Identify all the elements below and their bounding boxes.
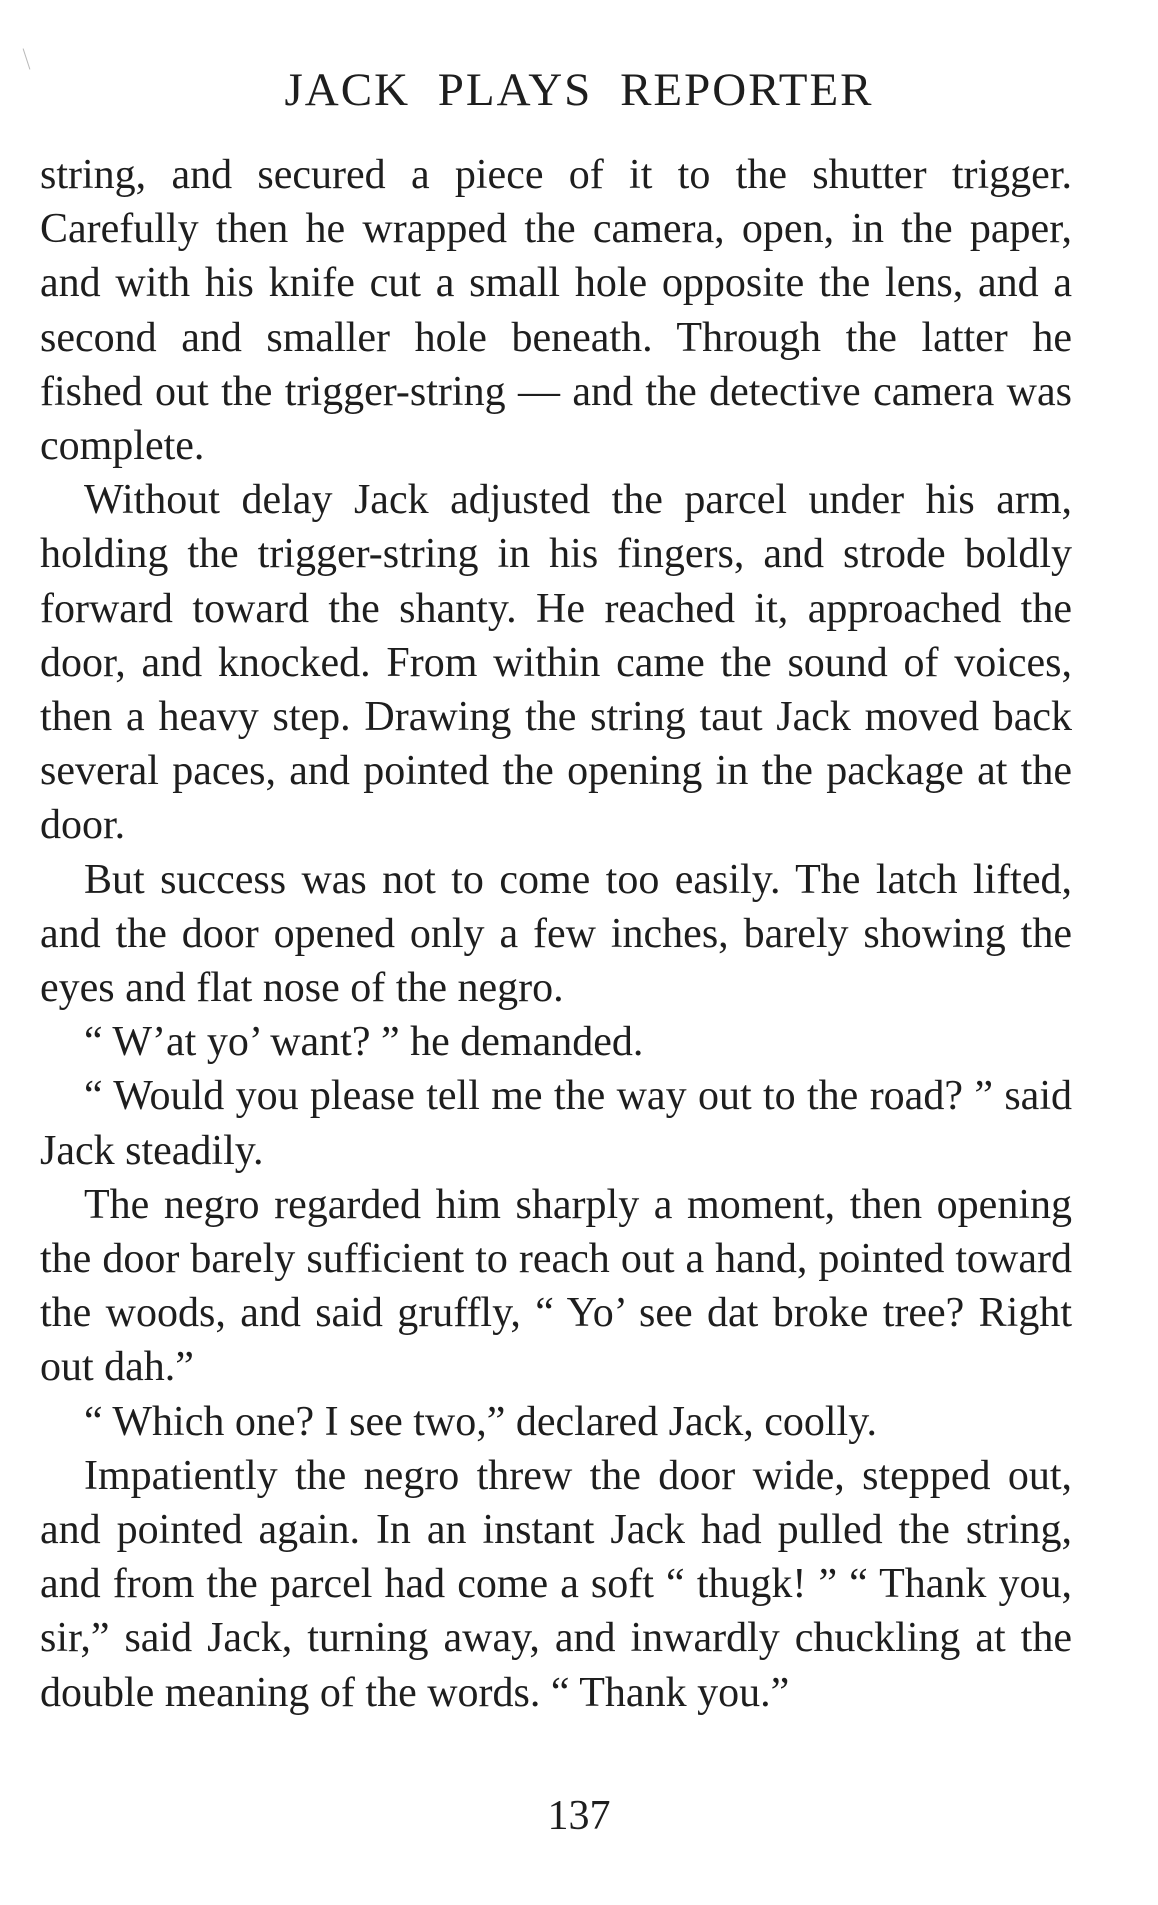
paragraph: Impatiently the negro threw the door wide, stepped out, and pointed again. In an instant Jack had pulled the string, and from the parcel had come a soft “ thugk! ” “ Thank you, sir,” said Jack, turning away, and inwardly chuckling at the double meaning of the words. “ Thank you.” bbox=[40, 1452, 1072, 1716]
page-number: 137 bbox=[547, 1793, 611, 1839]
dialogue-paragraph: “ Would you please tell me the way out to the road? ” said Jack steadily. bbox=[40, 1073, 1072, 1174]
running-head: JACK PLAYS REPORTER bbox=[284, 64, 874, 116]
dialogue-paragraph: “ W’at yo’ want? ” he demanded. bbox=[84, 1019, 644, 1066]
dialogue-paragraph: “ Which one? I see two,” declared Jack, coolly. bbox=[84, 1398, 877, 1445]
paragraph-continued: string, and secured a piece of it to the shutter trigger. Carefully then he wrapped the camera, open, in the paper, and with his knife cut a small hole opposite the lens, and a second and smaller hole beneath. Through the latter he fished out the trigger-string — and the detective camera was complete. bbox=[40, 152, 1072, 470]
paragraph: But success was not to come too easily. The latch lifted, and the door opened only a few inches, barely showing the eyes and flat nose of the negro. bbox=[40, 856, 1072, 1012]
body-text bbox=[40, 148, 1072, 1720]
paragraph: The negro regarded him sharply a moment, then opening the door barely sufficient to reach out a hand, pointed toward the woods, and said gruffly, “ Yo’ see dat broke tree? Right out dah.” bbox=[40, 1181, 1072, 1391]
paragraph: Without delay Jack adjusted the parcel under his arm, holding the trigger-string in his fingers, and strode boldly forward toward the shanty. He reached it, approached the door, and knocked. From within came the sound of voices, then a heavy step. Drawing the string taut Jack moved back several paces, and pointed the opening in the package at the door. bbox=[40, 477, 1072, 849]
